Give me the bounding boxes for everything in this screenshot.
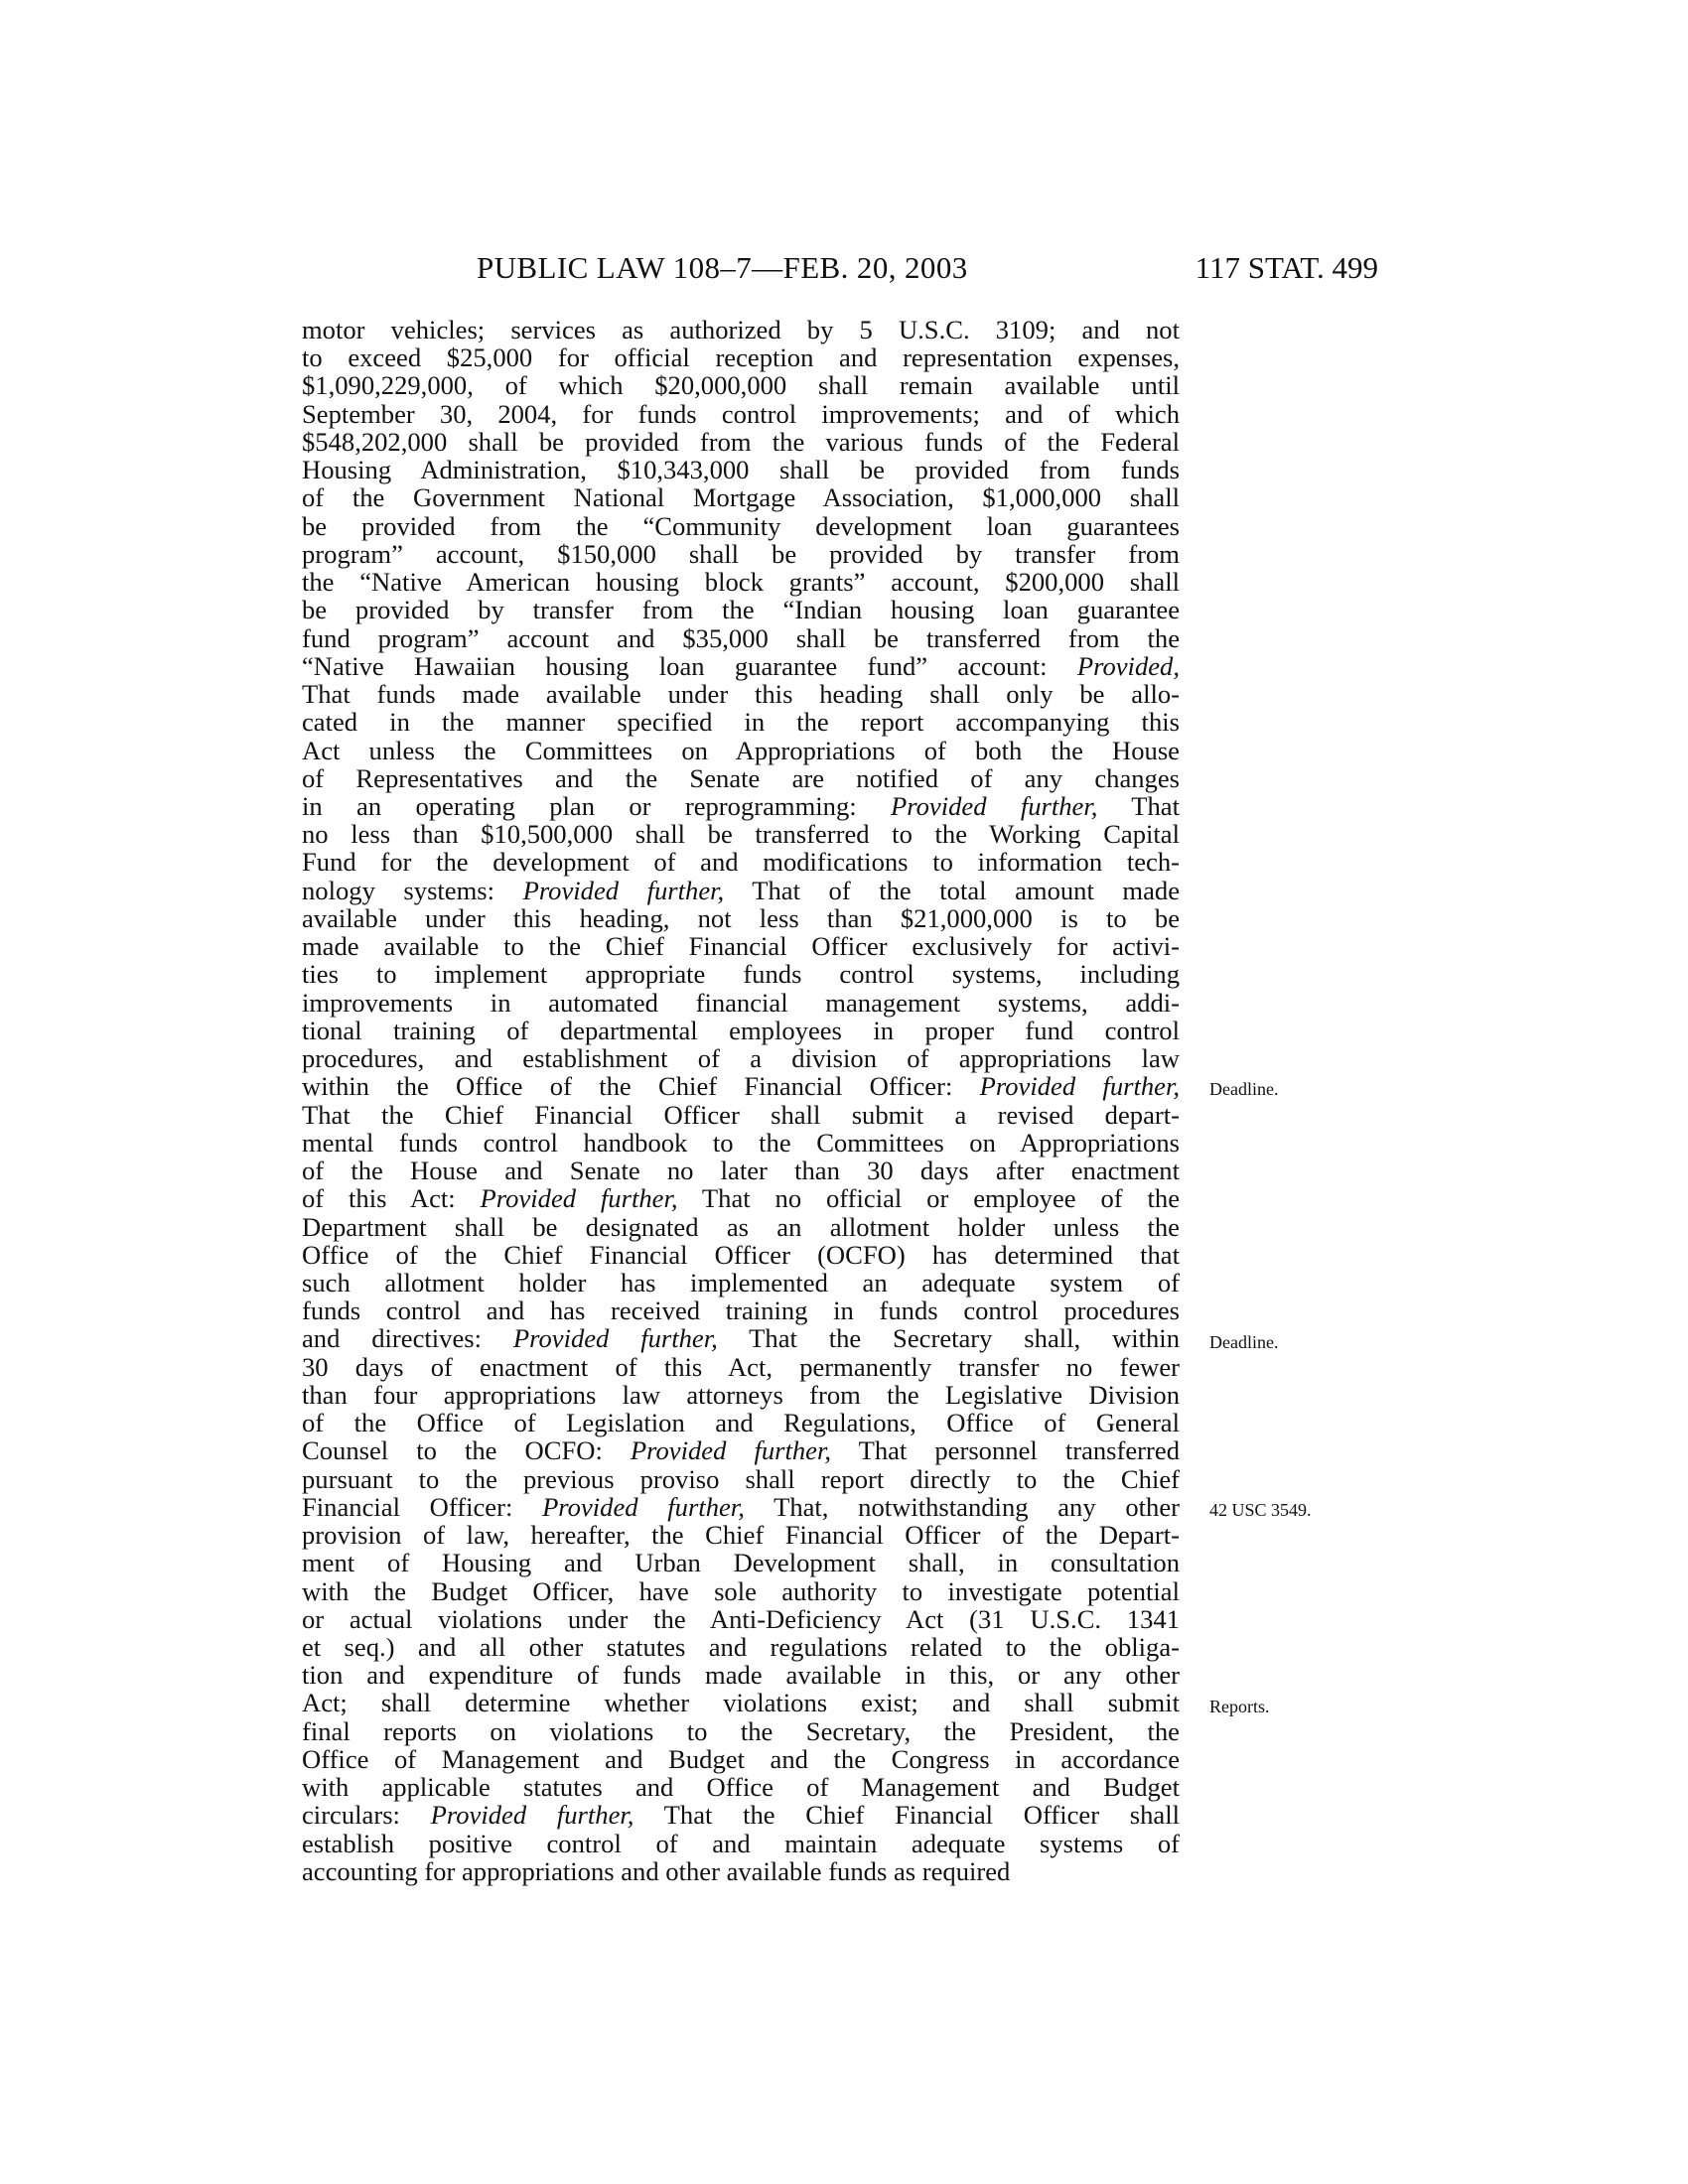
body-line-text: in an operating plan or reprogramming:: [302, 790, 891, 821]
proviso-italic: Provided,: [1076, 650, 1180, 681]
body-line: [302, 708, 1180, 736]
body-line-text: to exceed $25,000 for official reception and representation expenses,: [302, 342, 1180, 373]
body-line: [302, 1241, 1180, 1269]
body-line: [302, 1745, 1180, 1773]
body-line: [302, 428, 1180, 456]
body-line: [302, 792, 1180, 820]
body-line-text: improvements in automated financial management systems, addi-: [302, 987, 1180, 1018]
proviso-italic: Provided further,: [512, 1323, 718, 1354]
body-line-text: tional training of departmental employees in proper fund control: [302, 1015, 1180, 1045]
body-line: [302, 1044, 1180, 1072]
body-line: [302, 1072, 1180, 1100]
body-line: [302, 1157, 1180, 1184]
body-line-text: than four appropriations law attorneys from the Legislative Division: [302, 1379, 1180, 1410]
body-line: [302, 1830, 1180, 1857]
body-line: [302, 1436, 1180, 1464]
body-line-text: be provided by transfer from the “Indian housing loan guarantee: [302, 595, 1180, 625]
body-line-text: no less than $10,500,000 shall be transferred to the Working Capital: [302, 819, 1180, 850]
body-line-text: Office of Management and Budget and the Congress in accordance: [302, 1743, 1180, 1774]
proviso-italic: Provided further,: [630, 1435, 832, 1466]
body-line-text: be provided from the “Community development loan guarantees: [302, 510, 1180, 541]
body-line: [302, 680, 1180, 708]
body-line-text: $548,202,000 shall be provided from the various funds of the Federal: [302, 426, 1180, 457]
body-line: [302, 1549, 1180, 1576]
proviso-italic: Provided further,: [480, 1183, 678, 1214]
body-line-text: That, notwithstanding any other: [744, 1491, 1180, 1522]
body-line-text: with applicable statutes and Office of Management and Budget: [302, 1772, 1180, 1803]
margin-note: 42 USC 3549.: [1209, 1500, 1312, 1521]
body-line-text: final reports on violations to the Secretary, the President, the: [302, 1715, 1180, 1746]
page-header-stat-citation: 117 STAT. 499: [1195, 250, 1378, 285]
body-line-text: That the Chief Financial Officer shall: [633, 1800, 1180, 1831]
body-line: [302, 1521, 1180, 1549]
body-line-text: That the Chief Financial Officer shall submit a revised depart-: [302, 1099, 1180, 1130]
body-line: [302, 512, 1180, 540]
body-line-text: accounting for appropriations and other available funds as required: [302, 1855, 1011, 1886]
statute-body-text: [302, 316, 1180, 1885]
margin-note: Deadline.: [1209, 1331, 1279, 1352]
body-line-text: circulars:: [302, 1800, 431, 1831]
body-line-text: Counsel to the OCFO:: [302, 1435, 631, 1466]
body-line-text: ment of Housing and Urban Development shall, in consultation: [302, 1548, 1180, 1578]
body-line-text: motor vehicles; services as authorized by 5 U.S.C. 3109; and not: [302, 315, 1180, 344]
body-line: [302, 568, 1180, 596]
body-line: [302, 1297, 1180, 1324]
body-line-text: pursuant to the previous proviso shall report directly to the Chief: [302, 1463, 1180, 1494]
body-line-text: nology systems:: [302, 875, 523, 905]
body-line: [302, 456, 1180, 483]
body-line-text: of Representatives and the Senate are notified of any changes: [302, 762, 1180, 793]
margin-note: Reports.: [1209, 1696, 1270, 1716]
body-line: [302, 932, 1180, 960]
body-line: [302, 904, 1180, 932]
body-line: [302, 1689, 1180, 1716]
body-line: [302, 1269, 1180, 1297]
body-line: [302, 1184, 1180, 1212]
margin-note: Deadline.: [1209, 1079, 1279, 1100]
body-line: [302, 540, 1180, 568]
body-line-text: Housing Administration, $10,343,000 shall be provided from funds: [302, 455, 1180, 485]
body-line: [302, 1017, 1180, 1044]
proviso-italic: Provided further,: [542, 1491, 745, 1522]
body-line: [302, 400, 1180, 428]
body-line-text: 30 days of enactment of this Act, permanently transfer no fewer: [302, 1351, 1180, 1382]
body-line: [302, 483, 1180, 511]
proviso-italic: Provided further,: [522, 875, 725, 905]
body-line-text: That funds made available under this heading shall only be allo-: [302, 679, 1180, 710]
body-line: [302, 1324, 1180, 1352]
body-line: [302, 596, 1180, 623]
body-line: [302, 1381, 1180, 1409]
body-line-text: program” account, $150,000 shall be provided by transfer from: [302, 538, 1180, 569]
body-line-text: of the House and Senate no later than 30 days after enactment: [302, 1156, 1180, 1186]
body-line: [302, 960, 1180, 988]
body-line-text: of the Government National Mortgage Association, $1,000,000 shall: [302, 482, 1180, 513]
body-line-text: That: [1097, 790, 1180, 821]
body-line-text: within the Office of the Chief Financial Officer:: [302, 1071, 980, 1102]
body-line-text: cated in the manner specified in the report accompanying this: [302, 707, 1180, 738]
body-line: [302, 1801, 1180, 1829]
body-line: [302, 877, 1180, 904]
proviso-italic: Provided further,: [430, 1800, 634, 1831]
body-line-text: Office of the Chief Financial Officer (OCFO) has determined that: [302, 1239, 1180, 1270]
body-line-text: $1,090,229,000, of which $20,000,000 shall remain available until: [302, 370, 1180, 401]
body-line: [302, 343, 1180, 371]
body-line: [302, 1717, 1180, 1745]
body-line: [302, 1493, 1180, 1521]
body-line-text: procedures, and establishment of a division of appropriations law: [302, 1043, 1180, 1074]
body-line-text: the “Native American housing block grants” account, $200,000 shall: [302, 567, 1180, 598]
body-line-text: mental funds control handbook to the Committees on Appropriations: [302, 1127, 1180, 1158]
body-line-text: of the Office of Legislation and Regulations, Office of General: [302, 1408, 1180, 1438]
body-line: [302, 1465, 1180, 1493]
body-line: [302, 737, 1180, 764]
body-line-text: That no official or employee of the: [677, 1183, 1180, 1214]
body-line: [302, 624, 1180, 652]
body-line-text: fund program” account and $35,000 shall be transferred from the: [302, 622, 1180, 653]
body-line: [302, 1773, 1180, 1801]
body-line-text: Fund for the development of and modifications to information tech-: [302, 847, 1180, 878]
body-line-text: funds control and has received training in funds control procedures: [302, 1296, 1180, 1326]
body-line: [302, 371, 1180, 399]
body-line-text: of this Act:: [302, 1183, 481, 1214]
body-line: [302, 820, 1180, 848]
body-line: [302, 1213, 1180, 1241]
body-line-text: That the Secretary shall, within: [717, 1323, 1180, 1354]
body-line: [302, 1353, 1180, 1381]
body-line-text: et seq.) and all other statutes and regulations related to the obliga-: [302, 1632, 1180, 1663]
body-line-text: tion and expenditure of funds made available in this, or any other: [302, 1660, 1180, 1691]
body-line: [302, 989, 1180, 1017]
proviso-italic: Provided further,: [979, 1071, 1181, 1102]
running-head: [298, 250, 1378, 290]
body-line: [302, 652, 1180, 680]
body-line-text: That of the total amount made: [724, 875, 1180, 905]
body-line: [302, 1129, 1180, 1157]
proviso-italic: Provided further,: [891, 790, 1098, 821]
body-line: [302, 1577, 1180, 1605]
body-line-text: and directives:: [302, 1323, 513, 1354]
body-line-text: or actual violations under the Anti-Deficiency Act (31 U.S.C. 1341: [302, 1603, 1180, 1634]
body-line: [302, 1409, 1180, 1436]
body-line-text: That personnel transferred: [831, 1435, 1180, 1466]
body-line: [302, 1661, 1180, 1689]
body-line: [302, 848, 1180, 876]
body-line-text: provision of law, hereafter, the Chief Financial Officer of the Depart-: [302, 1520, 1180, 1551]
body-line: [302, 1857, 1180, 1885]
body-line-text: Department shall be designated as an allotment holder unless the: [302, 1211, 1180, 1242]
body-line-text: such allotment holder has implemented an adequate system of: [302, 1267, 1180, 1297]
body-line-text: Financial Officer:: [302, 1491, 543, 1522]
body-line-text: “Native Hawaiian housing loan guarantee fund” account:: [302, 650, 1077, 681]
body-line-text: with the Budget Officer, have sole authority to investigate potential: [302, 1575, 1180, 1606]
body-line-text: establish positive control of and maintain adequate systems of: [302, 1828, 1180, 1858]
body-line: [302, 1101, 1180, 1129]
body-line-text: Act; shall determine whether violations exist; and shall submit: [302, 1688, 1180, 1718]
body-line: [302, 1633, 1180, 1661]
body-line-text: September 30, 2004, for funds control improvements; and of which: [302, 398, 1180, 429]
body-line-text: Act unless the Committees on Appropriations of both the House: [302, 735, 1180, 765]
body-line: [302, 764, 1180, 792]
body-line: [302, 1605, 1180, 1633]
page-header-title: PUBLIC LAW 108–7—FEB. 20, 2003: [477, 250, 968, 285]
body-line: [302, 316, 1180, 343]
body-line-text: ties to implement appropriate funds control systems, including: [302, 959, 1180, 990]
body-line-text: made available to the Chief Financial Officer exclusively for activi-: [302, 931, 1180, 962]
body-line-text: available under this heading, not less than $21,000,000 is to be: [302, 902, 1180, 933]
